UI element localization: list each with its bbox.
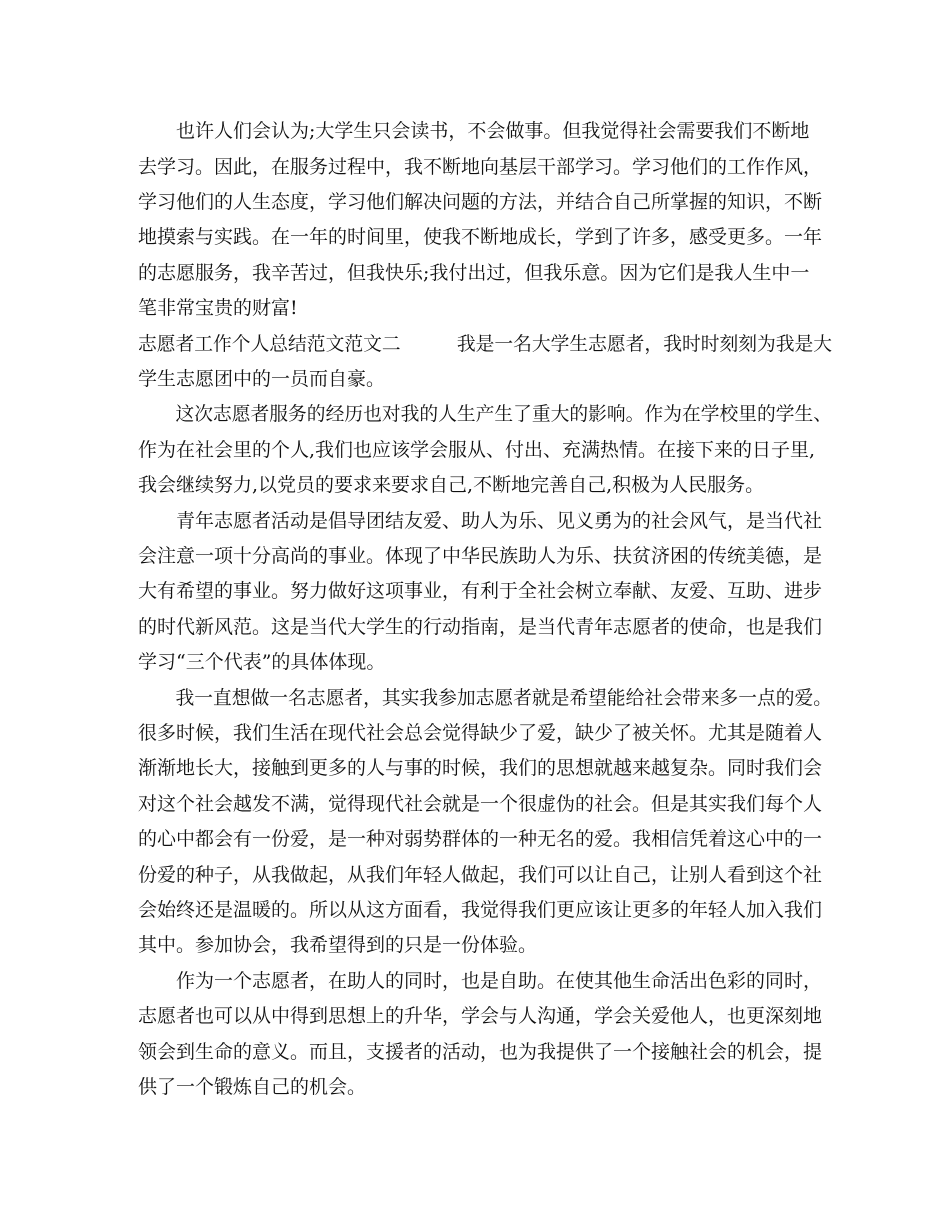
- text-line: 青年志愿者活动是倡导团结友爱、助人为乐、见义勇为的社会风气，是当代社: [138, 510, 823, 532]
- text-line: 的心中都会有一份爱，是一种对弱势群体的一种无名的爱。我相信凭着这心中的一: [138, 828, 823, 850]
- text-line: 我会继续努力,以党员的要求来要求自己,不断地完善自己,积极为人民服务。: [138, 474, 765, 496]
- text-line: 学习“三个代表”的具体体现。: [138, 651, 386, 673]
- text-line: 其中。参加协会，我希望得到的只是一份体验。: [138, 934, 538, 956]
- text-line: 学习他们的人生态度，学习他们解决问题的方法，并结合自己所掌握的知识，不断: [138, 191, 823, 213]
- text-line: 供了一个锻炼自己的机会。: [138, 1076, 367, 1098]
- text-line: 志愿者也可以从中得到思想上的升华，学会与人沟通，学会关爱他人，也更深刻地: [138, 1005, 823, 1027]
- text-line: 很多时候，我们生活在现代社会总会觉得缺少了爱，缺少了被关怀。尤其是随着人: [138, 722, 823, 744]
- text-line: 渐渐地长大，接触到更多的人与事的时候，我们的思想就越来越复杂。同时我们会: [138, 757, 823, 779]
- text-line: 学生志愿团中的一员而自豪。: [138, 368, 386, 390]
- text-line: 对这个社会越发不满，觉得现代社会就是一个很虚伪的社会。但是其实我们每个人: [138, 793, 823, 815]
- text-line: 会始终还是温暖的。所以从这方面看，我觉得我们更应该让更多的年轻人加入我们: [138, 899, 823, 921]
- text-line: 份爱的种子，从我做起，从我们年轻人做起，我们可以让自己，让别人看到这个社: [138, 864, 823, 886]
- text-line: 大有希望的事业。努力做好这项事业，有利于全社会树立奉献、友爱、互助、进步: [138, 580, 823, 602]
- text-line: 会注意一项十分高尚的事业。体现了中华民族助人为乐、扶贫济困的传统美德，是: [138, 545, 823, 567]
- text-line: 作为在社会里的个人,我们也应该学会服从、付出、充满热情。在接下来的日子里,: [138, 439, 816, 461]
- text-line: 我一直想做一名志愿者，其实我参加志愿者就是希望能给社会带来多一点的爱。: [138, 687, 833, 709]
- text-line: 的志愿服务，我辛苦过，但我快乐;我付出过，但我乐意。因为它们是我人生中一: [138, 262, 810, 284]
- text-line: 作为一个志愿者，在助人的同时，也是自助。在使其他生命活出色彩的同时，: [138, 970, 823, 992]
- text-line: 的时代新风范。这是当代大学生的行动指南，是当代青年志愿者的使命，也是我们: [138, 616, 823, 638]
- text-line: 这次志愿者服务的经历也对我的人生产生了重大的影响。作为在学校里的学生、: [138, 403, 833, 425]
- text-line: 地摸索与实践。在一年的时间里，使我不断地成长，学到了许多，感受更多。一年: [138, 226, 823, 248]
- section-heading-line: 志愿者工作个人总结范文范文二 我是一名大学生志愿者，我时时刻刻为我是大: [138, 333, 833, 355]
- text-line: 领会到生命的意义。而且，支援者的活动，也为我提供了一个接触社会的机会，提: [138, 1041, 823, 1063]
- text-line: 也许人们会认为;大学生只会读书，不会做事。但我觉得社会需要我们不断地: [138, 120, 810, 142]
- text-line: 笔非常宝贵的财富!: [138, 297, 298, 319]
- text-line: 去学习。因此，在服务过程中，我不断地向基层干部学习。学习他们的工作作风，: [138, 156, 823, 178]
